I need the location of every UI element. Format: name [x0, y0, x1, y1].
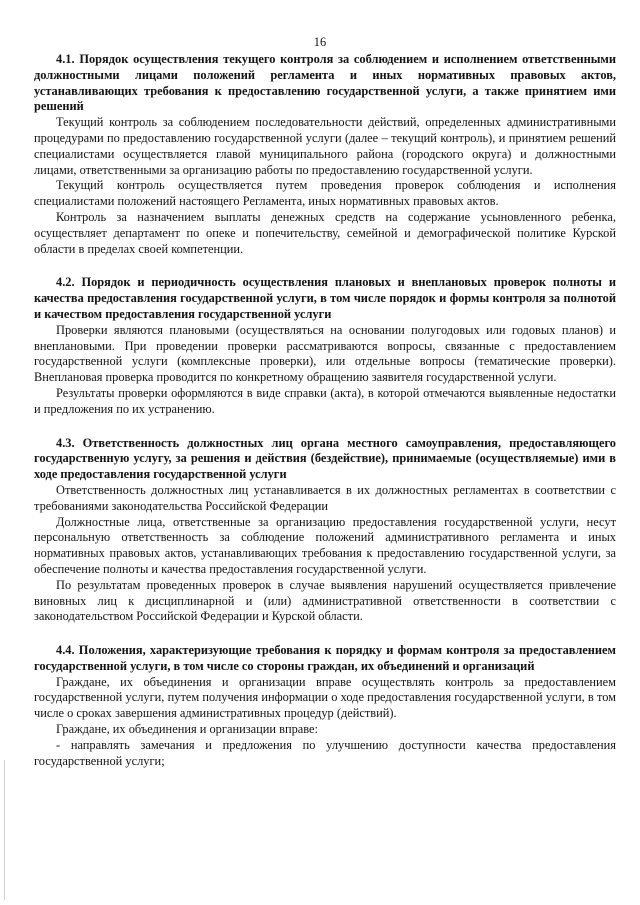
paragraph: Контроль за назначением выплаты денежных средств на содержание усыновленного ребенка, осуществляет департамент по опеке и попечительству, семейной и демографической политике Курской области в пределах своей компетенции. — [34, 209, 616, 256]
paragraph: Проверки являются плановыми (осуществляться на основании полугодовых или годовых планов) и внеплановыми. При проведении проверки рассматриваются вопросы, связанные с предоставлением государственной услуги (комплексные проверки), или отдельные вопросы (тематические проверки). Внеплановая проверка проводится по конкретному обращению заявителя государственной услуги. — [34, 322, 616, 385]
scan-edge-mark — [4, 760, 5, 900]
paragraph: Граждане, их объединения и организации вправе осуществлять контроль за предоставлением государственной услуги, путем получения информации о ходе предоставления государственной услуги, в том числе о сроках завершения административных процедур (действий). — [34, 674, 616, 721]
section-heading: 4.1. Порядок осуществления текущего контроля за соблюдением и исполнением ответственными должностными лицами положений регламента и иных нормативных правовых актов, устанавливающих требования к предоставлению государственной услуги, а также принятием ими решений — [34, 52, 616, 114]
section-heading: 4.4. Положения, характеризующие требования к порядку и формам контроля за предоставлением государственной услуги, в том числе со стороны граждан, их объединений и организаций — [34, 643, 616, 673]
list-item: - направлять замечания и предложения по улучшению доступности качества предоставления государственной услуги; — [34, 737, 616, 768]
paragraph: Ответственность должностных лиц устанавливается в их должностных регламентах в соответствии с требованиями законодательства Российской Федерации — [34, 482, 616, 513]
section-4-4 — [34, 643, 616, 769]
paragraph: Граждане, их объединения и организации вправе: — [56, 722, 318, 737]
page-number: 16 — [313, 35, 327, 49]
paragraph: Текущий контроль осуществляется путем проведения проверок соблюдения и исполнения специалистами положений настоящего Регламента, иных нормативных правовых актов. — [34, 178, 616, 209]
paragraph: Результаты проверки оформляются в виде справки (акта), в которой отмечаются выявленные недостатки и предложения по их устранению. — [34, 385, 616, 416]
section-4-3 — [34, 436, 616, 626]
paragraph: Должностные лица, ответственные за организацию предоставления государственной услуги, несут персональную ответственность за соблюдение положений административного регламента и иных нормативных правовых актов, устанавливающих требования к предоставлению государственной услуги, за обеспечение полноты и качества предоставления государственной услуги. — [34, 514, 616, 576]
document-body — [34, 52, 616, 787]
paragraph: Текущий контроль за соблюдением последовательности действий, определенных административными процедурами по предоставлению государственной услуги (далее – текущий контроль), и принятием решений специалистами осуществляется главой муниципального района (городского округа) и должностными лицами, ответственными за организацию работы по предоставлению государственной услуги. — [34, 115, 616, 177]
section-4-2 — [34, 275, 616, 417]
section-4-1 — [34, 52, 616, 257]
section-heading: 4.3. Ответственность должностных лиц органа местного самоуправления, предоставляющего государственную услугу, за решения и действия (бездействие), принимаемые (осуществляемые) ими в ходе предоставления государственной услуги — [34, 435, 616, 482]
section-heading: 4.2. Порядок и периодичность осуществления плановых и внеплановых проверок полноты и качества предоставления государственной услуги, в том числе порядок и формы контроля за полнотой и качеством предоставления государственной услуги — [34, 275, 616, 321]
paragraph: По результатам проведенных проверок в случае выявления нарушений осуществляется привлечение виновных лиц к дисциплинарной и (или) административной ответственности в соответствии с законодательством Российской Федерации и Курской области. — [34, 577, 616, 624]
